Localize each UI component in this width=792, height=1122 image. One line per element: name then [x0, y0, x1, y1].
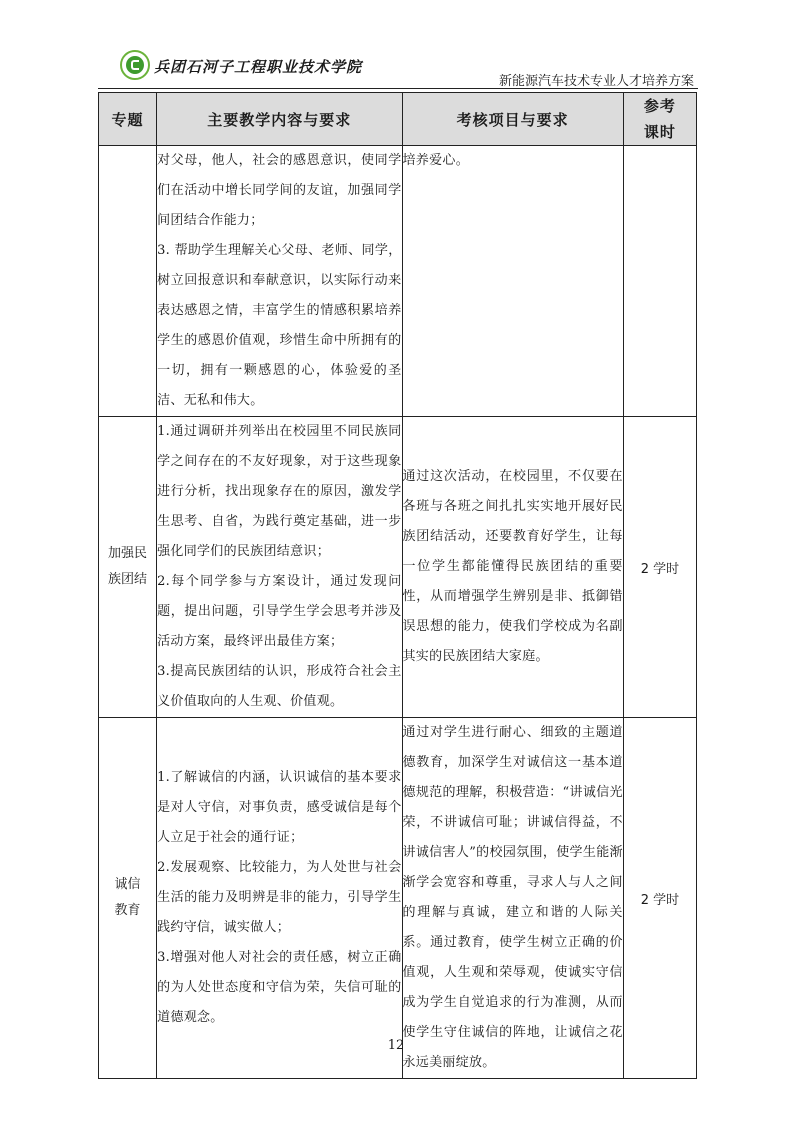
header-hours-line1: 参考	[643, 97, 676, 115]
header-divider	[98, 88, 698, 89]
table-row	[99, 146, 697, 417]
assessment-paragraph: 通过对学生进行耐心、细致的主题道德教育，加深学生对诚信这一基本道德规范的理解，积极营造：“讲诚信光荣，不讲诚信可耻；讲诚信得益，不讲诚信害人”的校园氛围，使学生能渐渐学会宽容和尊重，寻求人与人之间的理解与真诚，建立和谐的人际关系。通过教育，使学生树立正确的价值观，人生观和荣辱观，使诚实守信成为学生自觉追求的行为准测，从而使学生守住诚信的阵地，让诚信之花永远美丽绽放。	[402, 725, 623, 1070]
topic-cell	[99, 146, 157, 417]
hours-cell: 2 学时	[623, 417, 696, 718]
topic-line: 加强民	[108, 546, 148, 561]
hours-cell: 2 学时	[623, 718, 696, 1079]
content-cell	[157, 718, 402, 1079]
content-cell	[157, 417, 402, 718]
header-content: 主要教学内容与要求	[157, 93, 402, 146]
header-assessment: 考核项目与要求	[402, 93, 623, 146]
topic-line: 教育	[114, 903, 141, 918]
table-header-row	[99, 93, 697, 146]
header-hours	[623, 93, 696, 146]
topic-line: 族团结	[108, 572, 148, 587]
content-paragraph: 3.增强对他人对社会的责任感，树立正确的为人处世态度和守信为荣，失信可耻的道德观念。	[157, 950, 402, 1025]
content-paragraph: 2.发展观察、比较能力，为人处世与社会生活的能力及明辨是非的能力，引导学生践约守信，诚实做人；	[157, 860, 402, 935]
content-cell	[157, 146, 402, 417]
table-row	[99, 417, 697, 718]
assessment-cell	[402, 146, 623, 417]
school-logo-icon	[120, 50, 150, 80]
hours-cell	[623, 146, 696, 417]
curriculum-table	[98, 92, 697, 1079]
topic-line: 诚信	[114, 877, 141, 892]
topic-cell	[99, 718, 157, 1079]
content-paragraph: 1.了解诚信的内涵，认识诚信的基本要求是对人守信，对事负责，感受诚信是每个人立足于社会的通行证；	[157, 770, 402, 845]
header-hours-line2: 课时	[643, 123, 676, 141]
header-topic: 专题	[99, 93, 157, 146]
content-paragraph: 3. 帮助学生理解关心父母、老师、同学，树立回报意识和奉献意识，以实际行动来表达感恩之情，丰富学生的情感积累培养学生的感恩价值观，珍惜生命中所拥有的一切，拥有一颗感恩的心，体验爱的圣洁、无私和伟大。	[157, 243, 402, 408]
document-title: 新能源汽车技术专业人才培养方案	[498, 74, 694, 89]
assessment-cell	[402, 417, 623, 718]
content-paragraph: 3.提高民族团结的认识，形成符合社会主义价值取向的人生观、价值观。	[157, 664, 402, 709]
page-header	[98, 48, 698, 90]
school-name: 兵团石河子工程职业技术学院	[154, 58, 363, 76]
assessment-cell	[402, 718, 623, 1079]
content-paragraph: 1.通过调研并列举出在校园里不同民族同学之间存在的不友好现象，对于这些现象进行分析，找出现象存在的原因，激发学生思考、自省，为践行奠定基础，进一步强化同学们的民族团结意识；	[157, 424, 402, 559]
table-row	[99, 718, 697, 1079]
topic-cell	[99, 417, 157, 718]
assessment-paragraph: 通过这次活动，在校园里，不仅要在各班与各班之间扎扎实实地开展好民族团结活动，还要教育好学生，让每一位学生都能懂得民族团结的重要性，从而增强学生辨别是非、抵御错误思想的能力，使我们学校成为名副其实的民族团结大家庭。	[402, 469, 623, 664]
assessment-paragraph: 培养爱心。	[402, 153, 470, 168]
content-paragraph: 2.每个同学参与方案设计，通过发现问题，提出问题，引导学生学会思考并涉及活动方案，最终评出最佳方案；	[157, 574, 402, 649]
page-number: 12	[387, 1038, 405, 1053]
content-paragraph: 对父母，他人，社会的感恩意识，使同学们在活动中增长同学间的友谊，加强同学间团结合作能力；	[157, 153, 402, 228]
